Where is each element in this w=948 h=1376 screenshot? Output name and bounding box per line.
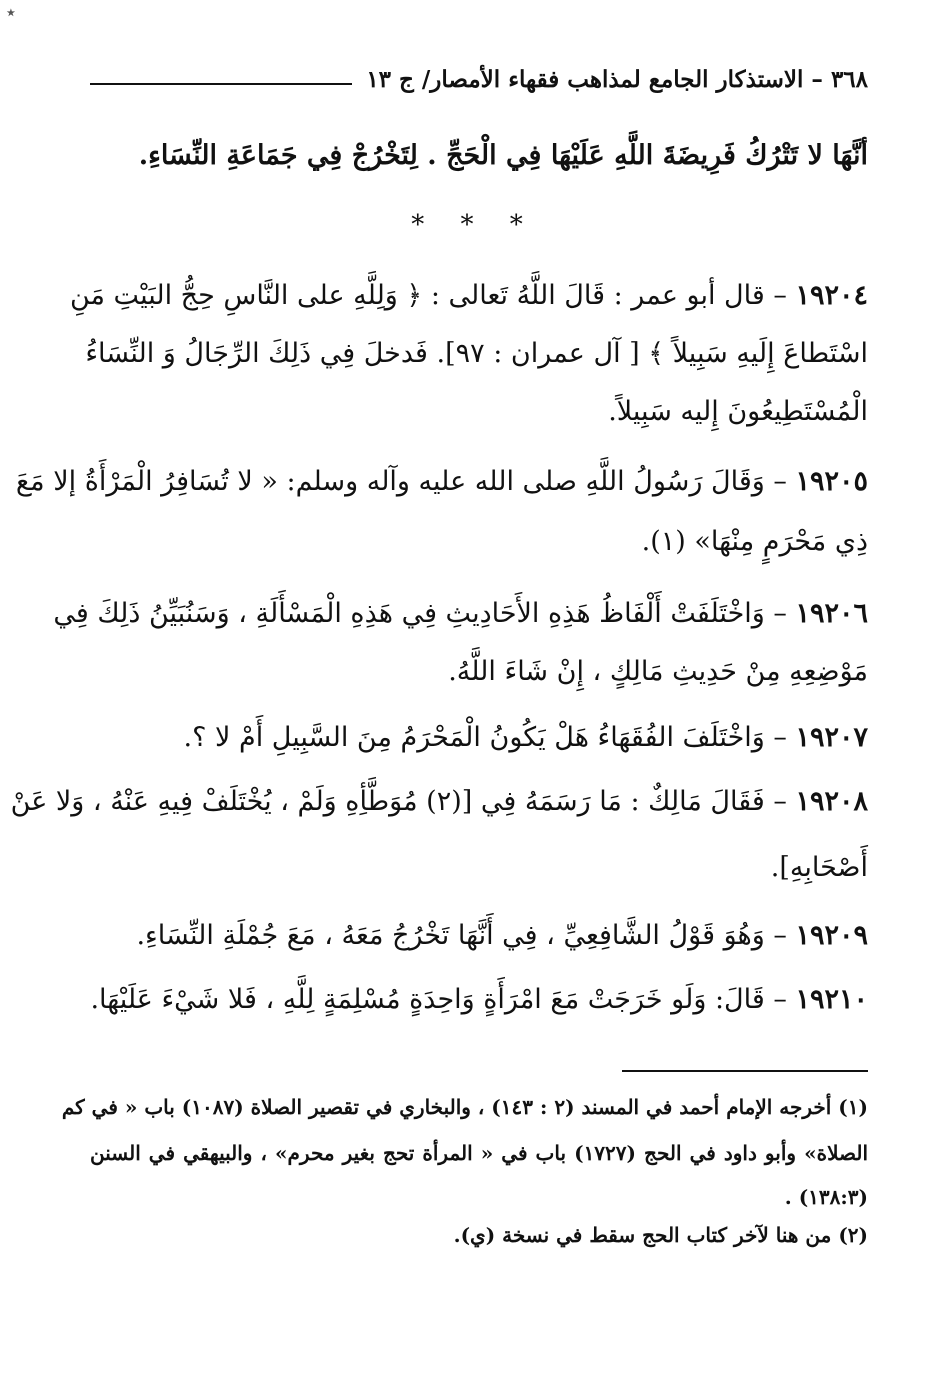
- paragraph-19208-line-2: أَصْحَابِهِ].: [770, 852, 868, 883]
- running-header: [90, 66, 868, 93]
- paragraph-number: ١٩٢٠٧: [795, 722, 868, 753]
- running-title: ٣٦٨ – الاستذكار الجامع لمذاهب فقهاء الأمصار/ ج ١٣: [366, 66, 868, 93]
- paragraph-text: – وَاخْتَلَفَ الفُقَهَاءُ هَلْ يَكُونُ الْمَحْرَمُ مِنَ السَّبِيلِ أَمْ لا ؟.: [183, 722, 787, 753]
- footnote-1-line-3: (١٣٨:٣) .: [784, 1185, 868, 1209]
- section-separator: * * *: [411, 210, 537, 240]
- paragraph-text: – قَالَ: وَلَو خَرَجَتْ مَعَ امْرَأَةٍ وَاحِدَةٍ مُسْلِمَةٍ لِلَّهِ ، فَلا شَيْءَ عَلَيْهَا.: [90, 984, 787, 1015]
- paragraph-text: – قال أبو عمر : قَالَ اللَّهُ تَعالى : ﴿ وَلِلَّهِ على النَّاسِ حِجُّ البَيْتِ مَنِ: [69, 280, 787, 311]
- paragraph-number: ١٩٢٠٦: [795, 598, 868, 629]
- paragraph-19210-line-1: [90, 980, 868, 1020]
- paragraph-text: – وَهُوَ قَوْلُ الشَّافِعِيِّ ، فِي أَنَّهَا تَخْرُجُ مَعَهُ ، مَعَ جُمْلَةِ النِّسَاءِ.: [136, 920, 787, 951]
- paragraph-number: ١٩٢٠٨: [795, 786, 868, 817]
- paragraph-number: ١٩٢٠٩: [795, 920, 868, 951]
- paragraph-19205-line-2: ذِي مَحْرَمٍ مِنْهَا» (١).: [641, 526, 868, 557]
- paragraph-number: ١٩٢١٠: [795, 984, 868, 1015]
- paragraph-number: ١٩٢٠٥: [795, 466, 868, 497]
- paragraph-19206-line-1: [53, 594, 868, 634]
- paragraph-19207-line-1: [90, 718, 868, 758]
- header-rule: [90, 83, 352, 85]
- footnote-2-line-1: (٢) من هنا لآخر كتاب الحج سقط في نسخة (ي).: [453, 1223, 868, 1247]
- paragraph-19204-line-2: اسْتَطاعَ إِلَيهِ سَبِيلاً ﴾ [ آل عمران : ٩٧]. فَدخلَ فِي ذَلِكَ الرِّجَالُ وَ النِّسَاءُ: [85, 338, 868, 369]
- paragraph-19209-line-1: [90, 916, 868, 956]
- corner-mark: ٭: [6, 2, 16, 23]
- footnote-1-line-1: (١) أخرجه الإمام أحمد في المسند (٢ : ١٤٣) ، والبخاري في تقصير الصلاة (١٠٨٧) باب « في كم: [61, 1095, 868, 1119]
- paragraph-text: – وَاخْتَلَفَتْ أَلْفَاظُ هَذِهِ الأَحَادِيثِ فِي هَذِهِ الْمَسْأَلَةِ ، وَسَنُبَيِّنُ ذَلِكَ فِي: [53, 598, 787, 629]
- footnote-1-line-2: الصلاة» وأبو داود في الحج (١٧٢٧) باب في « المرأة تحج بغير محرم» ، والبيهقي في السنن: [90, 1141, 868, 1165]
- paragraph-19208-line-1: [10, 782, 868, 822]
- paragraph-text: – وَقَالَ رَسُولُ اللَّهِ صلى الله عليه وآله وسلم: « لا تُسَافِرُ الْمَرْأَةُ إلا مَعَ: [15, 466, 787, 497]
- footnote-rule: [622, 1070, 868, 1072]
- paragraph-19204-line-1: [69, 276, 868, 316]
- paragraph-19204-line-3: الْمُسْتَطِيعُونَ إِليه سَبِيلاً.: [608, 396, 868, 427]
- paragraph-number: ١٩٢٠٤: [795, 280, 868, 311]
- opening-line: أنَّهَا لا تَتْرُكُ فَرِيضَةَ اللَّهِ عَلَيْهَا فِي الْحَجِّ . لِتَخْرُجْ فِي جَمَاعَةِ النِّسَاءِ.: [138, 140, 868, 171]
- paragraph-19206-line-2: مَوْضِعِهِ مِنْ حَدِيثِ مَالِكٍ ، إِنْ شَاءَ اللَّهُ.: [448, 656, 868, 687]
- paragraph-19205-line-1: [15, 462, 868, 502]
- paragraph-text: – فَقَالَ مَالِكٌ : مَا رَسَمَهُ فِي [(٢) مُوَطَّأِهِ وَلَمْ ، يُخْتَلَفْ فِيهِ عَنْهُ ، وَلا عَنْ: [10, 786, 787, 817]
